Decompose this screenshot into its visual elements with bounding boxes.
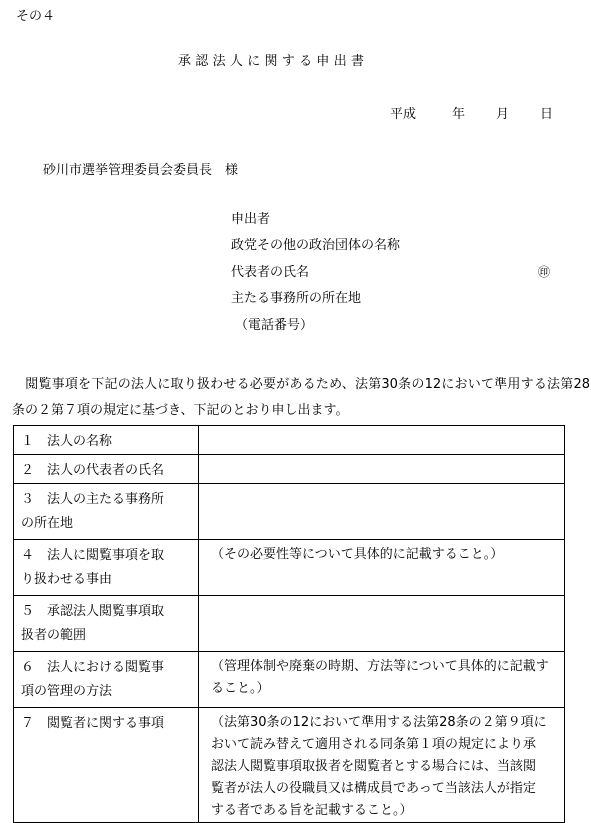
item-content[interactable] <box>199 596 565 652</box>
item-label-text: ６ 法人における閲覧事 項の管理の方法 <box>21 660 165 699</box>
application-items-table <box>13 425 565 823</box>
item-label <box>14 426 199 455</box>
item-label <box>14 652 199 708</box>
table-row <box>14 708 565 823</box>
date-line <box>390 108 553 121</box>
date-day-label: 日 <box>540 107 554 122</box>
representative-name-label: 代表者の氏名 <box>231 265 310 280</box>
item-label-text: ５ 承認法人閲覧事項取 扱者の範囲 <box>21 604 165 643</box>
item-content[interactable] <box>199 484 565 540</box>
item-label-text: ４ 法人に閲覧事項を取 り扱わせる事由 <box>21 548 165 587</box>
party-name-label: 政党その他の政治団体の名称 <box>231 238 401 253</box>
table-row <box>14 455 565 484</box>
applicant-heading: 申出者 <box>231 212 271 227</box>
item-label <box>14 484 199 540</box>
phone-number-label: （電話番号） <box>235 318 314 333</box>
item-label <box>14 708 199 823</box>
date-month-label: 月 <box>496 107 510 122</box>
item-content[interactable] <box>199 455 565 484</box>
office-address-label: 主たる事務所の所在地 <box>231 291 362 306</box>
item-content[interactable] <box>199 426 565 455</box>
table-row <box>14 540 565 596</box>
item-content[interactable]: （その必要性等について具体的に記載すること。） <box>199 540 565 596</box>
table-row <box>14 596 565 652</box>
table-row <box>14 426 565 455</box>
item-label <box>14 540 199 596</box>
item-content[interactable]: （管理体制や廃棄の時期、方法等について具体的に記載すること。） <box>199 652 565 708</box>
date-era: 平成 <box>390 107 417 122</box>
item-label-text: ７ 閲覧者に関する事項 <box>21 716 165 731</box>
document-number: その４ <box>16 9 56 24</box>
item-label-text: ３ 法人の主たる事務所 の所在地 <box>21 492 165 531</box>
date-year-label: 年 <box>452 107 466 122</box>
body-paragraph: 閲覧事項を下記の法人に取り扱わせる必要があるため、法第30条の12において準用する法第28条の２第７項の規定に基づき、下記のとおり申し出ます。 <box>12 377 590 418</box>
table-row <box>14 652 565 708</box>
table-row <box>14 484 565 540</box>
item-label-text: ２ 法人の代表者の氏名 <box>21 463 165 478</box>
addressee: 砂川市選挙管理委員会委員長 様 <box>43 163 239 178</box>
item-label-text: １ 法人の名称 <box>21 434 113 449</box>
document-title: 承認法人に関する申出書 <box>178 54 369 69</box>
seal-mark: ㊞ <box>538 265 551 279</box>
item-content[interactable]: （法第30条の12において準用する法第28条の２第９項に おいて読み替えて適用される同条第１項の規定により承 認法人閲覧事項取扱者を閲覧者とする場合には、当該閲 覧者が法人の役職員又は構成員であって当該法人が指定 する者である旨を記載すること。） <box>199 708 565 823</box>
item-label <box>14 596 199 652</box>
item-label <box>14 455 199 484</box>
